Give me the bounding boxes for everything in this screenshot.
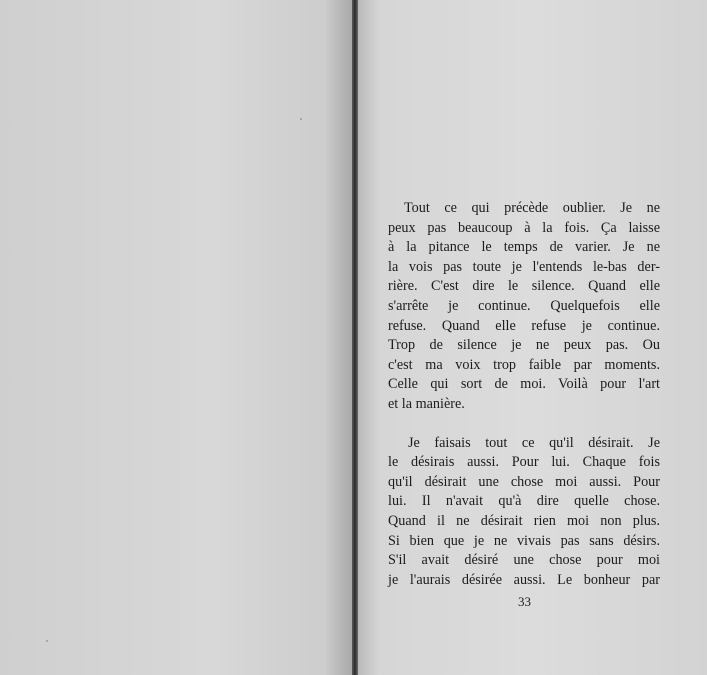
text-line: s'arrête je continue. Quelquefois elle (388, 297, 660, 314)
text-line: et la manière. (388, 395, 465, 412)
text-line: à la pitance le temps de varier. Je ne (388, 239, 660, 256)
text-line: Trop de silence je ne peux pas. Ou (388, 337, 660, 354)
text-line: je l'aurais désirée aussi. Le bonheur par (388, 571, 660, 588)
right-page (358, 0, 707, 675)
text-line: Quand il ne désirait rien moi non plus. (388, 512, 660, 529)
text-line: qu'il désirait une chose moi aussi. Pour (388, 473, 660, 490)
text-line: refuse. Quand elle refuse je continue. (388, 317, 660, 334)
text-line: peux pas beaucoup à la fois. Ça laisse (388, 219, 660, 236)
page-text (388, 199, 660, 590)
page-number: 33 (518, 594, 531, 609)
text-line: lui. Il n'avait qu'à dire quelle chose. (388, 493, 660, 510)
text-line: Je faisais tout ce qu'il désirait. Je (408, 434, 660, 451)
text-line: c'est ma voix trop faible par moments. (388, 356, 660, 373)
text-line: rière. C'est dire le silence. Quand elle (388, 278, 660, 295)
paragraph-1 (388, 199, 660, 415)
text-line: S'il avait désiré une chose pour moi (388, 552, 660, 569)
text-line: Si bien que je ne vivais pas sans désirs. (388, 532, 660, 549)
paper-speck (46, 640, 48, 642)
paper-speck (300, 118, 302, 120)
left-page (0, 0, 352, 675)
text-line: Celle qui sort de moi. Voilà pour l'art (388, 376, 660, 393)
text-line: le désirais aussi. Pour lui. Chaque fois (388, 454, 660, 471)
text-line: la vois pas toute je l'entends le-bas der- (388, 258, 660, 275)
paragraph-2 (388, 434, 660, 591)
text-line: Tout ce qui précède oublier. Je ne (404, 200, 660, 216)
